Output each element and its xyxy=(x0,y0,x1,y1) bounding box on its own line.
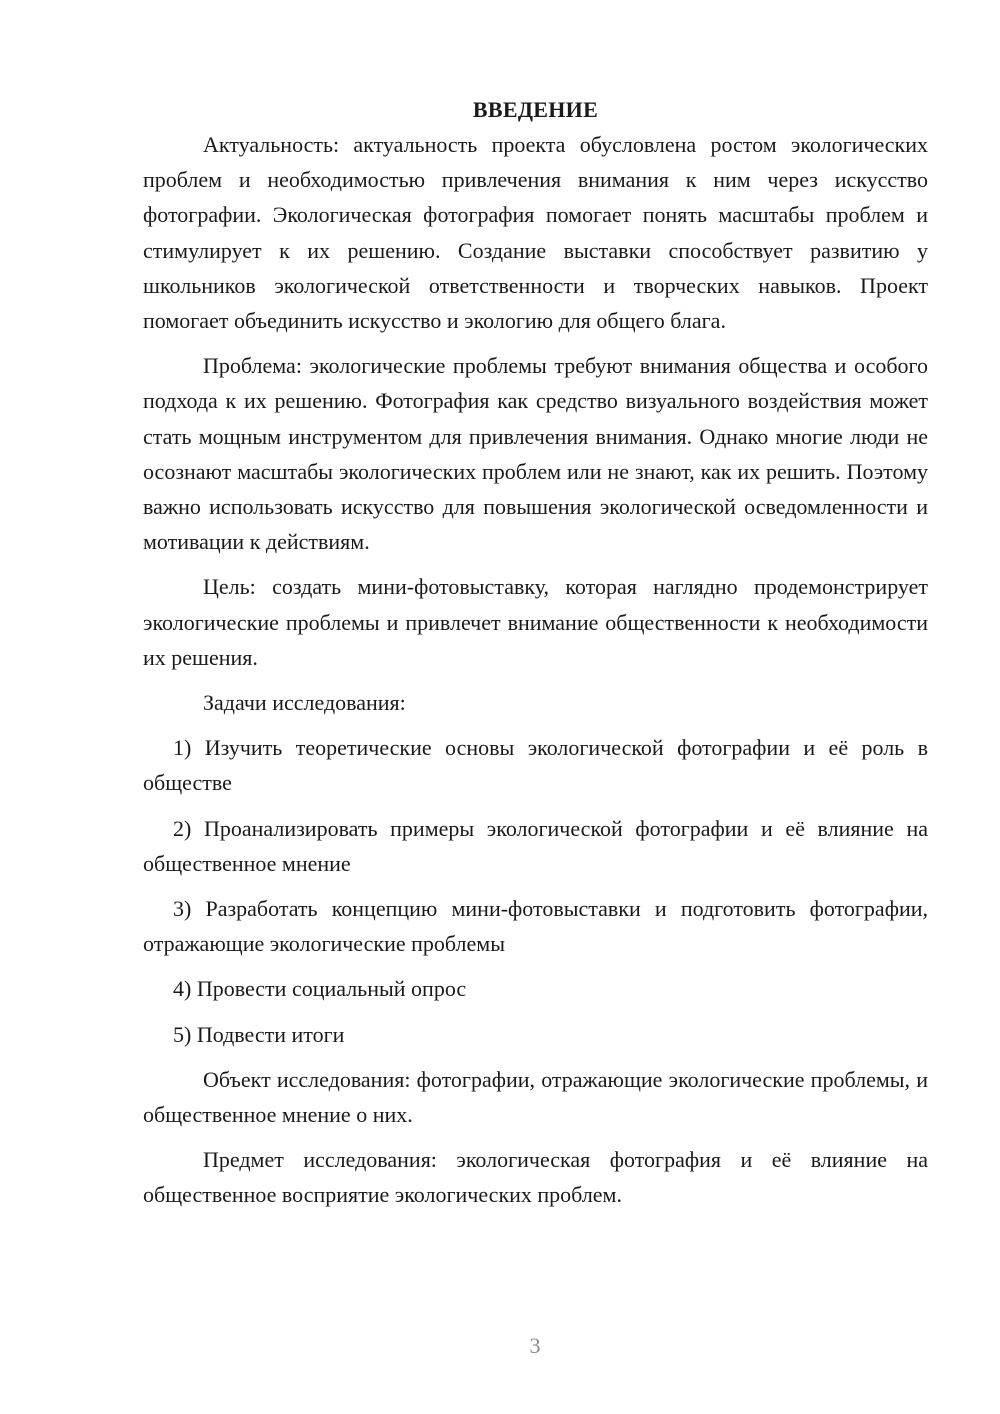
list-item: 4) Провести социальный опрос xyxy=(173,976,467,1002)
page-number: 3 xyxy=(529,1333,541,1358)
goal-paragraph: Цель: создать мини-фотовыставку, которая наглядно продемонстрирует экологические проблемы и привлечет внимание общественности к необходимости их решения. xyxy=(143,574,928,670)
page-title: ВВЕДЕНИЕ xyxy=(472,97,599,122)
tasks-heading: Задачи исследования: xyxy=(203,690,406,716)
problem-paragraph: Проблема: экологические проблемы требуют внимания общества и особого подхода к их решению. Фотография как средство визуального воздействия может стать мощным инструментом для привлечения внимания. Однако многие люди не осознают масштабы экологических проблем или не знают, как их решить. Поэтому важно использовать искусство для повышения экологической осведомленности и мотивации к действиям. xyxy=(143,353,928,555)
list-item: 3) Разработать концепцию мини-фотовыставки и подготовить фотографии, отражающие экологические проблемы xyxy=(143,896,928,957)
document-page xyxy=(143,92,928,1213)
tasks-list xyxy=(143,730,928,1052)
subject-paragraph: Предмет исследования: экологическая фотография и её влияние на общественное восприятие экологических проблем. xyxy=(143,1147,928,1208)
relevance-paragraph: Актуальность: актуальность проекта обусловлена ростом экологических проблем и необходимостью привлечения внимания к ним через искусство фотографии. Экологическая фотография помогает понять масштабы проблем и стимулирует к их решению. Создание выставки способствует развитию у школьников экологической ответственности и творческих навыков. Проект помогает объединить искусство и экологию для общего блага. xyxy=(143,132,928,334)
list-item: 5) Подвести итоги xyxy=(173,1021,345,1047)
list-item: 2) Проанализировать примеры экологической фотографии и её влияние на общественное мнение xyxy=(143,815,928,876)
object-paragraph: Объект исследования: фотографии, отражающие экологические проблемы, и общественное мнение о них. xyxy=(143,1066,928,1128)
list-item: 1) Изучить теоретические основы экологической фотографии и её роль в обществе xyxy=(143,735,928,796)
